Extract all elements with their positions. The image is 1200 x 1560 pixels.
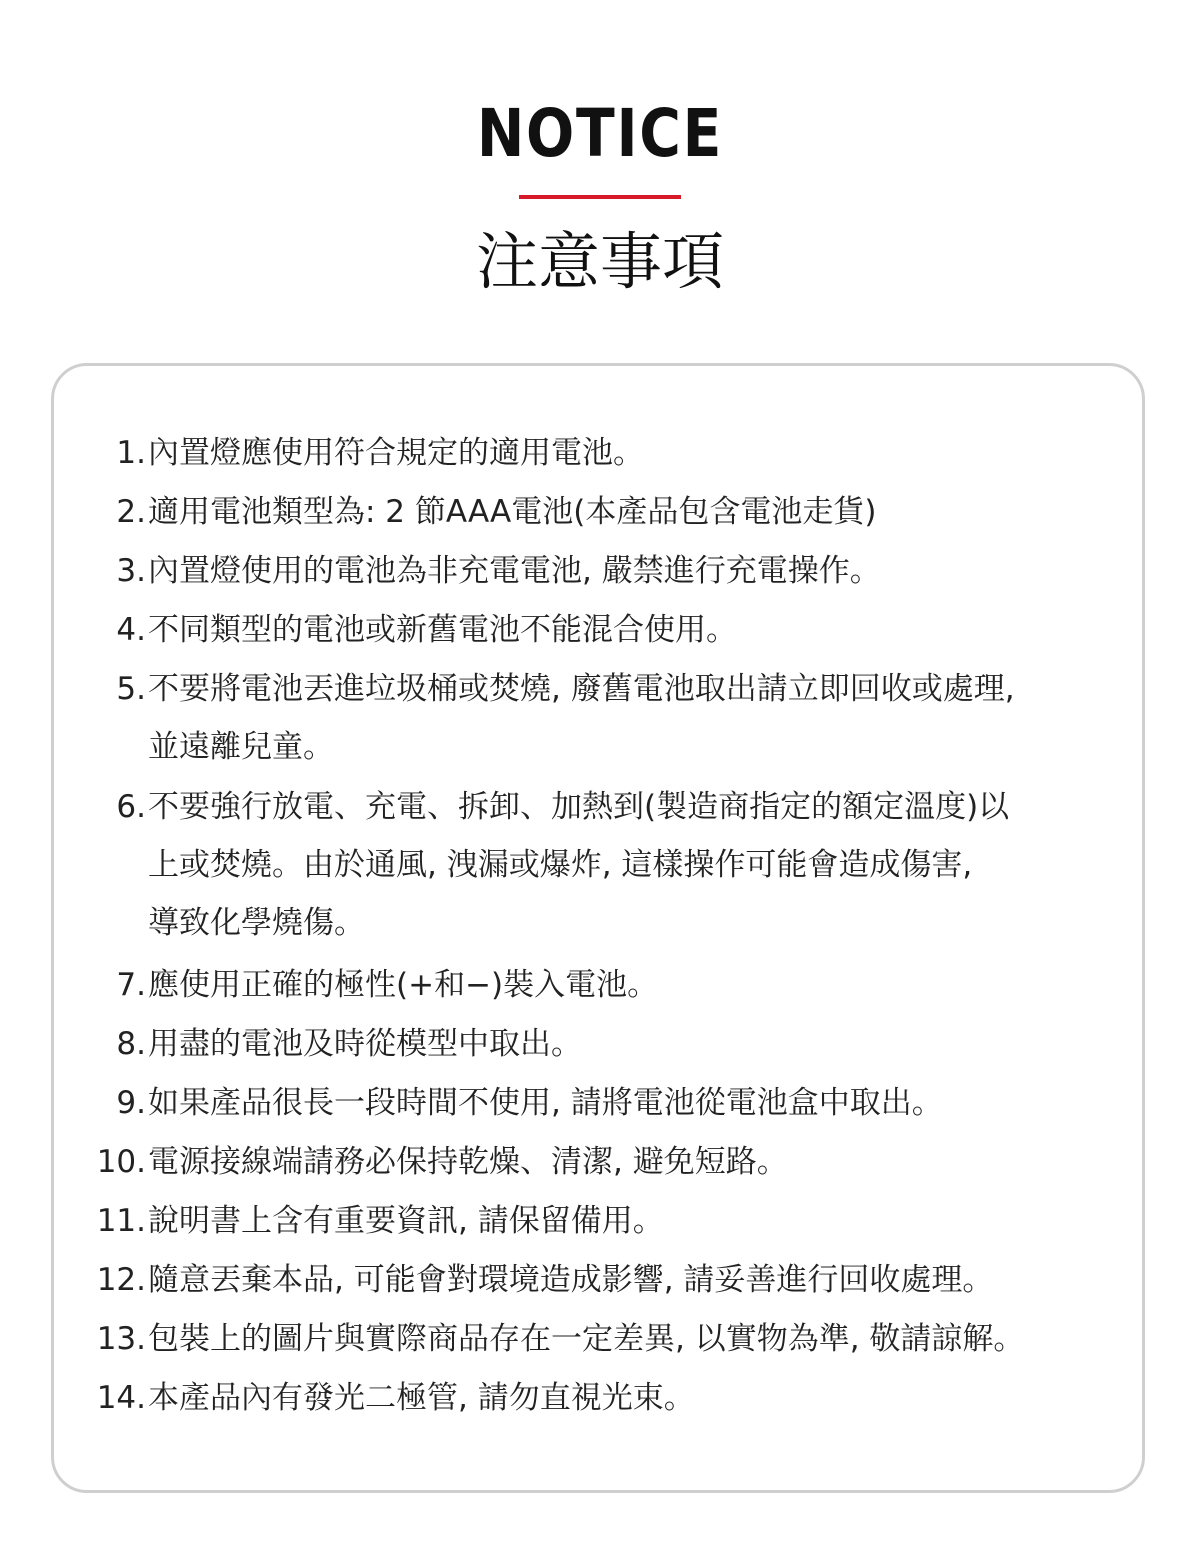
notice-text — [148, 1133, 1110, 1191]
notice-number: 8. — [116, 1026, 146, 1062]
notice-text — [148, 483, 1110, 541]
notice-line: 不同類型的電池或新舊電池不能混合使用。 — [148, 612, 737, 648]
notice-line: 應使用正確的極性(+和−)裝入電池。 — [148, 967, 659, 1003]
notice-line: 電源接線端請務必保持乾燥、清潔, 避免短路。 — [148, 1144, 788, 1180]
notice-line: 適用電池類型為: 2 節AAA電池(本產品包含電池走貨) — [148, 494, 877, 530]
notice-line: 包裝上的圖片與實際商品存在一定差異, 以實物為準, 敬請諒解。 — [148, 1321, 1025, 1357]
notice-text — [148, 424, 1110, 482]
notice-line: 內置燈應使用符合規定的適用電池。 — [148, 435, 644, 471]
notice-number: 11. — [96, 1203, 146, 1239]
notice-line: 如果產品很長一段時間不使用, 請將電池從電池盒中取出。 — [148, 1085, 943, 1121]
notice-text — [148, 956, 1110, 1014]
notice-number: 12. — [96, 1262, 146, 1298]
notice-line: 隨意丟棄本品, 可能會對環境造成影響, 請妥善進行回收處理。 — [148, 1262, 994, 1298]
title-english: NOTICE — [476, 95, 724, 172]
notice-number: 6. — [116, 789, 146, 825]
notice-text — [148, 542, 1110, 600]
notice-text — [148, 1369, 1110, 1427]
notice-line: 說明書上含有重要資訊, 請保留備用。 — [148, 1203, 664, 1239]
notice-number: 4. — [116, 612, 146, 648]
notice-line: 並遠離兒童。 — [148, 729, 334, 765]
notice-number: 3. — [116, 553, 146, 589]
notice-line: 內置燈使用的電池為非充電電池, 嚴禁進行充電操作。 — [148, 553, 881, 589]
notice-number: 1. — [116, 435, 146, 471]
notice-line: 用盡的電池及時從模型中取出。 — [148, 1026, 582, 1062]
notice-number: 14. — [96, 1380, 146, 1416]
notice-text — [148, 1251, 1110, 1309]
notice-text — [148, 601, 1110, 659]
notice-line: 本產品內有發光二極管, 請勿直視光束。 — [148, 1380, 695, 1416]
notice-number: 2. — [116, 494, 146, 530]
notice-text — [148, 1015, 1110, 1073]
notice-number: 13. — [96, 1321, 146, 1357]
notice-line: 上或焚燒。由於通風, 洩漏或爆炸, 這樣操作可能會造成傷害, — [148, 847, 973, 883]
notice-text — [148, 1310, 1110, 1368]
notice-text — [148, 778, 1110, 952]
notice-text — [148, 660, 1110, 776]
notice-number: 7. — [116, 967, 146, 1003]
notice-number: 9. — [116, 1085, 146, 1121]
title-divider — [519, 195, 681, 199]
notice-number: 5. — [116, 671, 146, 707]
notice-number: 10. — [96, 1144, 146, 1180]
notice-line: 不要將電池丟進垃圾桶或焚燒, 廢舊電池取出請立即回收或處理, — [148, 671, 1015, 707]
notice-line: 導致化學燒傷。 — [148, 905, 365, 941]
notice-text — [148, 1192, 1110, 1250]
notice-line: 不要強行放電、充電、拆卸、加熱到(製造商指定的額定溫度)以 — [148, 789, 1010, 825]
notice-text — [148, 1074, 1110, 1132]
title-chinese: 注意事項 — [475, 225, 724, 298]
